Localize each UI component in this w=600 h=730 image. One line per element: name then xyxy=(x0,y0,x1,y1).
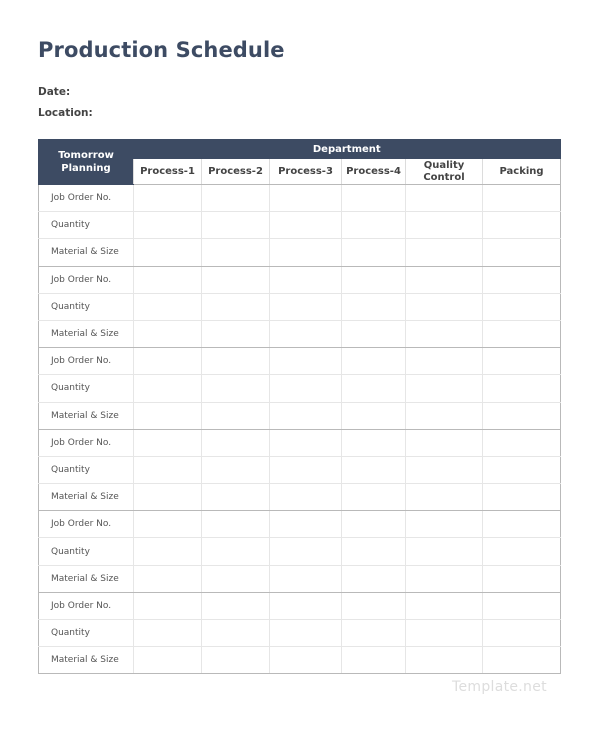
table-cell[interactable] xyxy=(483,402,561,429)
table-cell[interactable] xyxy=(406,647,483,674)
table-cell[interactable] xyxy=(342,592,406,619)
table-cell[interactable] xyxy=(134,647,202,674)
table-cell[interactable] xyxy=(342,456,406,483)
table-cell[interactable] xyxy=(483,293,561,320)
table-row xyxy=(39,266,561,293)
table-cell[interactable] xyxy=(342,647,406,674)
table-cell[interactable] xyxy=(483,565,561,592)
table-cell[interactable] xyxy=(134,429,202,456)
table-cell[interactable] xyxy=(342,375,406,402)
table-cell[interactable] xyxy=(342,429,406,456)
table-cell[interactable] xyxy=(134,348,202,375)
row-label-material-size: Material & Size xyxy=(39,239,134,266)
table-cell[interactable] xyxy=(134,456,202,483)
table-cell[interactable] xyxy=(134,212,202,239)
table-cell[interactable] xyxy=(406,538,483,565)
table-cell[interactable] xyxy=(342,620,406,647)
table-cell[interactable] xyxy=(406,239,483,266)
watermark-text: Template.net xyxy=(452,679,547,695)
table-cell[interactable] xyxy=(202,592,270,619)
column-header-process-3: Process-3 xyxy=(270,159,342,185)
row-label-quantity: Quantity xyxy=(39,293,134,320)
table-row xyxy=(39,402,561,429)
table-cell[interactable] xyxy=(483,266,561,293)
table-cell[interactable] xyxy=(134,293,202,320)
table-cell[interactable] xyxy=(202,266,270,293)
table-row xyxy=(39,592,561,619)
table-cell[interactable] xyxy=(483,375,561,402)
table-cell[interactable] xyxy=(270,647,342,674)
table-cell[interactable] xyxy=(270,592,342,619)
row-label-job-order: Job Order No. xyxy=(39,348,134,375)
table-cell[interactable] xyxy=(202,239,270,266)
table-cell[interactable] xyxy=(270,484,342,511)
tomorrow-planning-header: Tomorrow Planning xyxy=(39,139,134,185)
table-cell[interactable] xyxy=(202,375,270,402)
table-cell[interactable] xyxy=(483,185,561,212)
row-label-material-size: Material & Size xyxy=(39,402,134,429)
table-row xyxy=(39,511,561,538)
column-header-quality-control: Quality Control xyxy=(406,159,483,185)
column-header-process-4: Process-4 xyxy=(342,159,406,185)
table-row xyxy=(39,293,561,320)
table-cell[interactable] xyxy=(270,456,342,483)
table-cell[interactable] xyxy=(406,620,483,647)
table-cell[interactable] xyxy=(483,620,561,647)
location-label: Location: xyxy=(38,107,93,119)
table-cell[interactable] xyxy=(202,484,270,511)
table-row xyxy=(39,239,561,266)
table-row xyxy=(39,429,561,456)
table-cell[interactable] xyxy=(406,348,483,375)
table-row xyxy=(39,647,561,674)
table-cell[interactable] xyxy=(342,402,406,429)
table-cell[interactable] xyxy=(134,620,202,647)
table-cell[interactable] xyxy=(202,320,270,347)
table-cell[interactable] xyxy=(406,320,483,347)
department-header: Department xyxy=(134,139,561,159)
table-cell[interactable] xyxy=(342,538,406,565)
table-cell[interactable] xyxy=(134,375,202,402)
table-row xyxy=(39,348,561,375)
table-cell[interactable] xyxy=(202,647,270,674)
table-cell[interactable] xyxy=(202,185,270,212)
table-cell[interactable] xyxy=(483,239,561,266)
table-cell[interactable] xyxy=(483,456,561,483)
row-label-quantity: Quantity xyxy=(39,620,134,647)
table-cell[interactable] xyxy=(202,293,270,320)
row-label-material-size: Material & Size xyxy=(39,484,134,511)
row-label-job-order: Job Order No. xyxy=(39,185,134,212)
row-label-quantity: Quantity xyxy=(39,538,134,565)
table-row xyxy=(39,484,561,511)
table-cell[interactable] xyxy=(483,538,561,565)
table-cell[interactable] xyxy=(483,320,561,347)
table-cell[interactable] xyxy=(342,565,406,592)
table-cell[interactable] xyxy=(270,565,342,592)
table-row xyxy=(39,185,561,212)
row-label-material-size: Material & Size xyxy=(39,647,134,674)
table-cell[interactable] xyxy=(134,538,202,565)
row-label-quantity: Quantity xyxy=(39,456,134,483)
table-cell[interactable] xyxy=(342,320,406,347)
table-cell[interactable] xyxy=(270,402,342,429)
table-cell[interactable] xyxy=(342,484,406,511)
page-title: Production Schedule xyxy=(38,38,285,62)
table-row xyxy=(39,320,561,347)
table-cell[interactable] xyxy=(270,511,342,538)
table-cell[interactable] xyxy=(483,592,561,619)
table-cell[interactable] xyxy=(134,565,202,592)
table-row xyxy=(39,456,561,483)
table-cell[interactable] xyxy=(270,266,342,293)
date-label: Date: xyxy=(38,86,71,98)
row-label-quantity: Quantity xyxy=(39,375,134,402)
table-cell[interactable] xyxy=(483,647,561,674)
table-cell[interactable] xyxy=(483,212,561,239)
row-label-material-size: Material & Size xyxy=(39,320,134,347)
table-cell[interactable] xyxy=(202,565,270,592)
table-cell[interactable] xyxy=(406,511,483,538)
table-row xyxy=(39,538,561,565)
table-cell[interactable] xyxy=(342,266,406,293)
table-cell[interactable] xyxy=(406,565,483,592)
row-label-quantity: Quantity xyxy=(39,212,134,239)
table-cell[interactable] xyxy=(202,511,270,538)
row-label-material-size: Material & Size xyxy=(39,565,134,592)
table-cell[interactable] xyxy=(342,212,406,239)
table-cell[interactable] xyxy=(483,484,561,511)
table-cell[interactable] xyxy=(483,429,561,456)
table-cell[interactable] xyxy=(202,456,270,483)
table-cell[interactable] xyxy=(406,212,483,239)
table-cell[interactable] xyxy=(483,348,561,375)
table-cell[interactable] xyxy=(134,592,202,619)
table-cell[interactable] xyxy=(202,538,270,565)
table-cell[interactable] xyxy=(270,293,342,320)
table-cell[interactable] xyxy=(270,239,342,266)
table-cell[interactable] xyxy=(202,348,270,375)
table-cell[interactable] xyxy=(134,484,202,511)
production-schedule-table xyxy=(38,139,561,674)
table-row xyxy=(39,375,561,402)
table-cell[interactable] xyxy=(270,212,342,239)
table-cell[interactable] xyxy=(406,592,483,619)
row-label-job-order: Job Order No. xyxy=(39,592,134,619)
table-cell[interactable] xyxy=(406,484,483,511)
table-cell[interactable] xyxy=(342,511,406,538)
row-label-job-order: Job Order No. xyxy=(39,511,134,538)
table-cell[interactable] xyxy=(270,375,342,402)
table-cell[interactable] xyxy=(202,402,270,429)
table-cell[interactable] xyxy=(202,620,270,647)
table-cell[interactable] xyxy=(406,402,483,429)
table-cell[interactable] xyxy=(483,511,561,538)
table-cell[interactable] xyxy=(342,293,406,320)
table-cell[interactable] xyxy=(270,429,342,456)
column-header-process-1: Process-1 xyxy=(134,159,202,185)
table-cell[interactable] xyxy=(134,266,202,293)
column-header-process-2: Process-2 xyxy=(202,159,270,185)
table-cell[interactable] xyxy=(406,293,483,320)
column-header-packing: Packing xyxy=(483,159,561,185)
table-cell[interactable] xyxy=(342,239,406,266)
table-cell[interactable] xyxy=(270,620,342,647)
table-row xyxy=(39,212,561,239)
table-cell[interactable] xyxy=(270,185,342,212)
table-row xyxy=(39,620,561,647)
table-cell[interactable] xyxy=(134,402,202,429)
table-cell[interactable] xyxy=(134,320,202,347)
row-label-job-order: Job Order No. xyxy=(39,429,134,456)
table-cell[interactable] xyxy=(342,185,406,212)
table-cell[interactable] xyxy=(134,239,202,266)
table-cell[interactable] xyxy=(134,185,202,212)
table-cell[interactable] xyxy=(270,538,342,565)
table-cell[interactable] xyxy=(134,511,202,538)
table-cell[interactable] xyxy=(342,348,406,375)
table-cell[interactable] xyxy=(406,375,483,402)
table-row xyxy=(39,565,561,592)
table-cell[interactable] xyxy=(406,456,483,483)
table-cell[interactable] xyxy=(406,429,483,456)
table-cell[interactable] xyxy=(406,185,483,212)
table-cell[interactable] xyxy=(406,266,483,293)
table-cell[interactable] xyxy=(202,212,270,239)
row-label-job-order: Job Order No. xyxy=(39,266,134,293)
table-cell[interactable] xyxy=(270,348,342,375)
table-cell[interactable] xyxy=(202,429,270,456)
table-cell[interactable] xyxy=(270,320,342,347)
